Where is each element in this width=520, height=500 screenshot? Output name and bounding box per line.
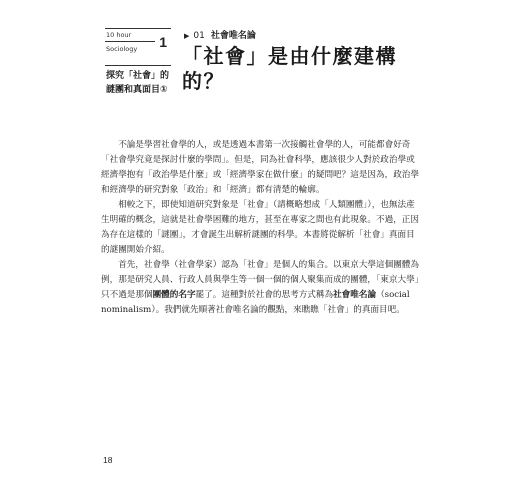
triangle-arrow-icon: ▶ xyxy=(184,32,190,40)
bold-term: 社會唯名論 xyxy=(333,290,377,300)
chapter-title-line: 探究「社會」的 xyxy=(106,71,170,81)
series-label: Sociology xyxy=(106,45,138,53)
section-label: 社會唯名論 xyxy=(210,31,256,41)
headline xyxy=(182,44,412,94)
paragraph-text: （social nominalism）。我們就先順著社會唯名論的觀點，來瞧瞧「社會」的真面目吧。 xyxy=(101,290,410,315)
hour-label: 10 hour xyxy=(106,31,132,39)
paragraph: 不論是學習社會學的人，或是透過本書第一次接觸社會學的人，可能都會好奇「社會學究竟是探討什麼的學問」。但是，同為社會科學，應該很少人對於政治學或經濟學抱有「政治學是什麼」或「經濟學家在做什麼」的疑問吧？這是因為，政治學和經濟學的研究對象「政治」和「經濟」都有清楚的輪廓。 xyxy=(101,140,419,195)
paragraph: 相較之下，即使知道研究對象是「社會」（請概略想成「人類團體」），也無法產生明確的概念，這就是社會學困難的地方，甚至在專家之間也有此現象。不過，正因為存在這樣的「謎團」，才會誕生出解析謎團的科學。本書將從解析「社會」真面目的謎團開始介紹。 xyxy=(101,200,419,255)
chapter-title xyxy=(106,69,178,97)
paragraph-text: 罷了。這種對於社會的思考方式稱為 xyxy=(195,290,334,300)
paragraph xyxy=(101,258,419,318)
headline-line: 「社會」是由什麼建構 xyxy=(182,44,397,68)
body-text xyxy=(101,138,419,318)
chapter-title-line: 謎團和真面目① xyxy=(106,85,168,95)
chapter-number: 1 xyxy=(159,34,167,50)
box-divider xyxy=(105,41,155,42)
bold-term: 團體的名字 xyxy=(152,290,196,300)
paragraph-text: 首先，社會學（社會學家）認為「社會」是個人的集合。以東京大學這個團體為例，那是研究人員、行政人員與學生等一個一個的個人聚集而成的團體，「東京大學」只不過是那個 xyxy=(101,260,419,300)
section-number: 01 xyxy=(193,31,205,41)
page-number: 18 xyxy=(103,455,113,465)
headline-line: 的？ xyxy=(182,69,225,93)
chapter-box xyxy=(105,28,171,66)
section-header xyxy=(184,28,256,41)
